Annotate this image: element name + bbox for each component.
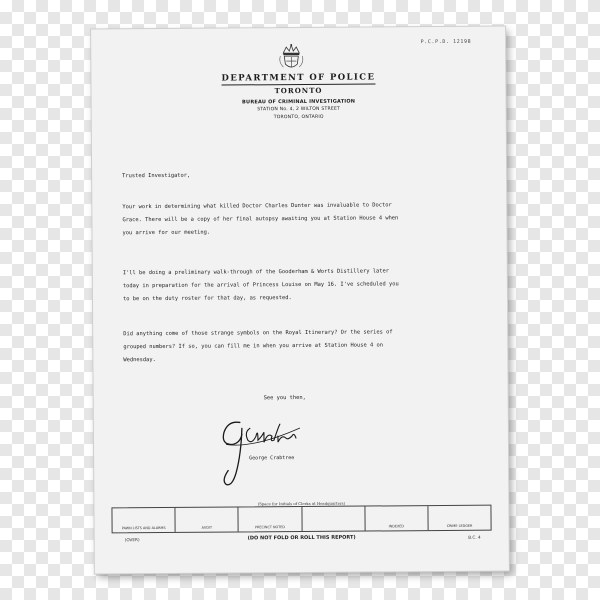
paragraph-line: Did anything come of those strange symbols on the Royal Itinerary? Or the series of <box>123 329 393 338</box>
police-letter <box>91 27 509 574</box>
salutation: Trusted Investigator, <box>122 172 191 180</box>
clerk-initials-boxes <box>111 505 491 534</box>
location-line: TORONTO, ONTARIO <box>273 114 324 121</box>
form-box-indexed: INDEXED <box>365 506 428 530</box>
over-note: (OVER) <box>124 537 140 543</box>
paragraph-1 <box>122 199 482 241</box>
paragraph-line: to be on the duty roster for that day, as requested. <box>122 295 292 303</box>
bureau-name: BUREAU OF CRIMINAL INVESTIGATION <box>242 98 356 106</box>
form-code: B.C. 4 <box>468 534 481 540</box>
form-box-blank <box>302 507 365 531</box>
handling-notice: (DO NOT FOLD OR ROLL THIS REPORT) <box>247 534 356 542</box>
paragraph-line: grouped numbers? If so, you can fill me in when you arrive at Station House 4 on <box>123 342 383 351</box>
paragraph-2 <box>123 265 483 307</box>
paragraph-line: Grace. There will be a copy of her final autopsy awaiting you at Station House 4 when <box>122 215 399 224</box>
paragraph-line: Your work in determining what killed Doctor Charles Dunter was invaluable to Doctor <box>122 202 392 211</box>
closing-line: See you then, <box>263 394 306 402</box>
form-box-audit: AUDIT <box>176 507 239 531</box>
file-number: P.C.P.D. 12198 <box>420 38 472 46</box>
form-box-pawn-lists: PAWN LISTS AND ALARMS <box>112 508 175 532</box>
form-footer <box>115 534 489 543</box>
crown-crest-icon <box>277 42 305 72</box>
signer-name: George Crabtree <box>249 455 295 462</box>
paragraph-3 <box>123 326 483 368</box>
paragraph-line: today in preparation for the arrival of Princess Louise on May 16. I've scheduled you <box>122 281 399 290</box>
paragraph-line: you arrive for our meeting. <box>122 230 211 237</box>
paragraph-line: Wednesday. <box>123 357 156 364</box>
department-title: DEPARTMENT OF POLICE <box>221 72 376 84</box>
station-address: STATION No. 4, 2 WILTON STREET <box>257 106 341 113</box>
initials-note: (Space for Initials of Clerks at Headquarters) <box>257 500 346 507</box>
city-title: TORONTO <box>274 85 323 96</box>
paragraph-line: I'll be doing a preliminary walk-through of the Gooderham & Worts Distillery later <box>122 268 389 277</box>
form-box-crime-ledger: CRIME LEDGER <box>446 523 473 528</box>
form-box-precinct: PRECINCT NOTED <box>239 507 302 531</box>
